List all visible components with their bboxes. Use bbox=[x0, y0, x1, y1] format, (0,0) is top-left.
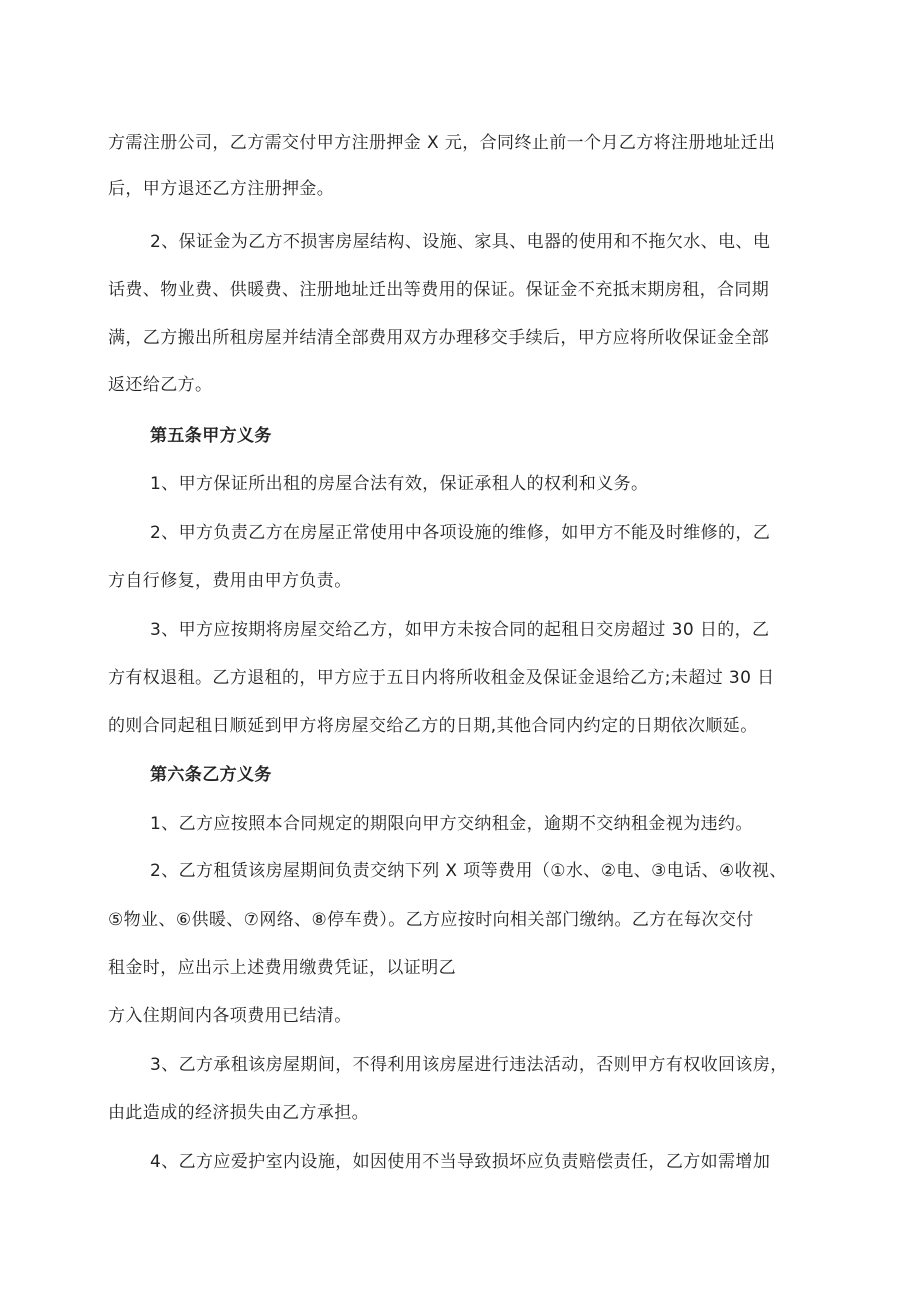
paragraph-line: 方自行修复，费用由甲方负责。 bbox=[108, 571, 352, 591]
paragraph-line: 由此造成的经济损失由乙方承担。 bbox=[108, 1103, 369, 1123]
paragraph-line: 方需注册公司，乙方需交付甲方注册押金 X 元，合同终止前一个月乙方将注册地址迁出 bbox=[108, 133, 776, 153]
paragraph-line: 1、乙方应按照本合同规定的期限向甲方交纳租金，逾期不交纳租金视为违约。 bbox=[150, 814, 753, 834]
paragraph-line: 租金时，应出示上述费用缴费凭证，以证明乙 bbox=[108, 958, 456, 978]
paragraph-line: 3、乙方承租该房屋期间，不得利用该房屋进行违法活动，否则甲方有权收回该房， bbox=[150, 1055, 788, 1075]
paragraph-line: 后，甲方退还乙方注册押金。 bbox=[108, 179, 335, 199]
paragraph-line: 方有权退租。乙方退租的，甲方应于五日内将所收租金及保证金退给乙方;未超过 30 日 bbox=[108, 668, 775, 688]
paragraph-line: 1、甲方保证所出租的房屋合法有效，保证承租人的权利和义务。 bbox=[150, 474, 649, 494]
paragraph-line: ⑤物业、⑥供暖、⑦网络、⑧停车费）。乙方应按时向相关部门缴纳。乙方在每次交付 bbox=[108, 910, 754, 930]
paragraph-line: 话费、物业费、供暖费、注册地址迁出等费用的保证。保证金不充抵末期房租，合同期 bbox=[108, 280, 770, 300]
paragraph-line: 2、乙方租赁该房屋期间负责交纳下列 X 项等费用（①水、②电、③电话、④收视、 bbox=[150, 861, 787, 881]
paragraph-line: 3、甲方应按期将房屋交给乙方，如甲方未按合同的起租日交房超过 30 日的，乙 bbox=[150, 620, 770, 640]
paragraph-line: 2、保证金为乙方不损害房屋结构、设施、家具、电器的使用和不拖欠水、电、电 bbox=[150, 232, 771, 252]
section-heading-6: 第六条乙方义务 bbox=[150, 765, 272, 785]
paragraph-line: 方入住期间内各项费用已结清。 bbox=[108, 1006, 352, 1026]
section-heading-5: 第五条甲方义务 bbox=[150, 426, 272, 446]
paragraph-line: 2、甲方负责乙方在房屋正常使用中各项设施的维修，如甲方不能及时维修的，乙 bbox=[150, 523, 771, 543]
paragraph-line: 返还给乙方。 bbox=[108, 375, 213, 395]
paragraph-line: 4、乙方应爱护室内设施，如因使用不当导致损坏应负责赔偿责任，乙方如需增加 bbox=[150, 1152, 771, 1172]
paragraph-line: 满，乙方搬出所租房屋并结清全部费用双方办理移交手续后，甲方应将所收保证金全部 bbox=[108, 328, 770, 348]
paragraph-line: 的则合同起租日顺延到甲方将房屋交给乙方的日期,其他合同内约定的日期依次顺延。 bbox=[108, 716, 758, 736]
